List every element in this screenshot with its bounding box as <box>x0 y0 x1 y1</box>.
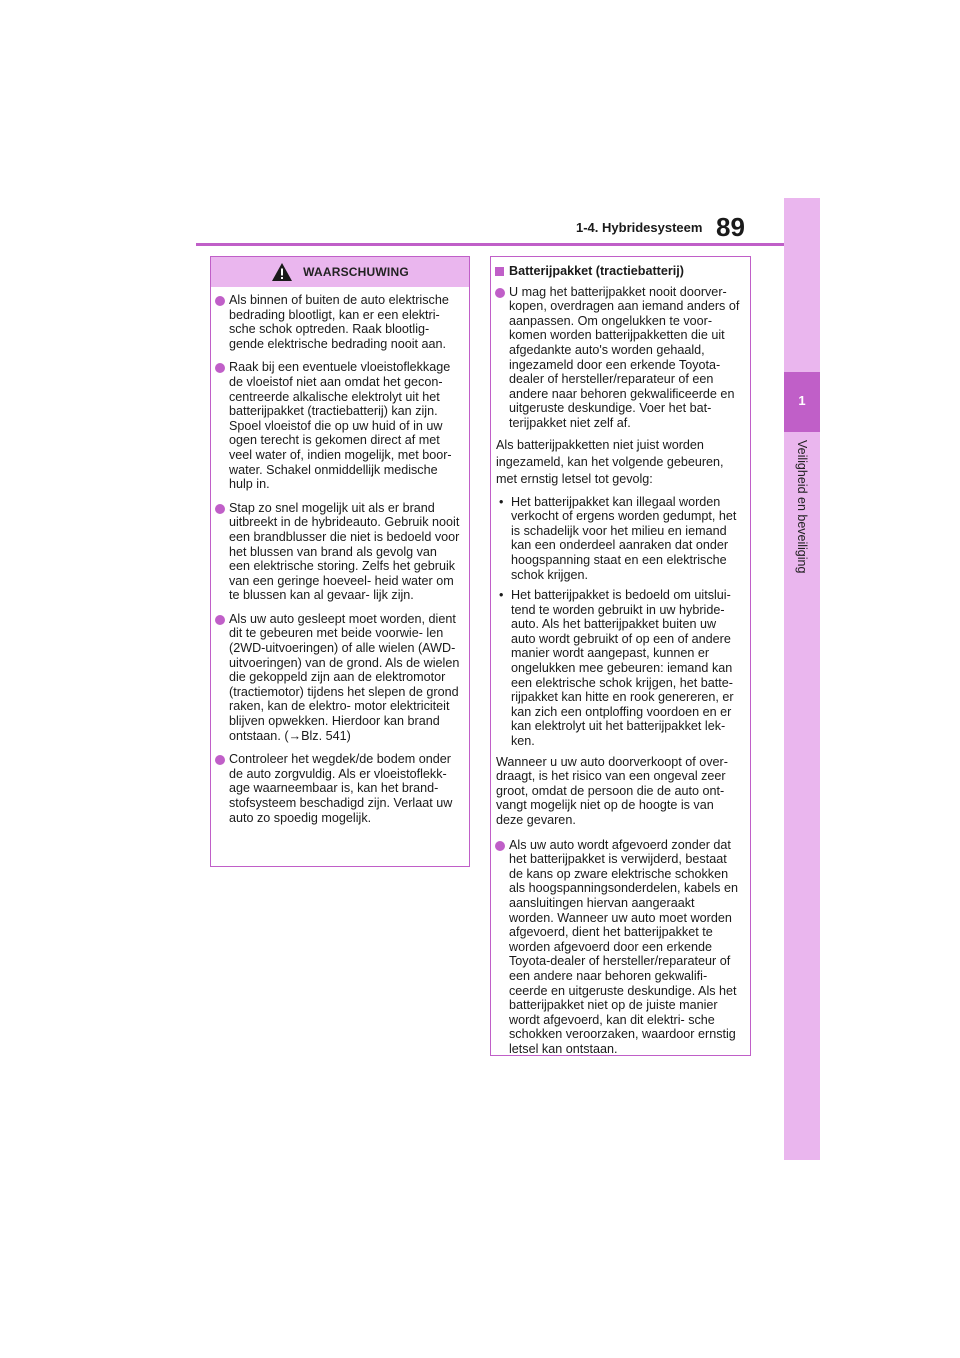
warning-header <box>211 257 469 287</box>
warning-box <box>210 256 470 867</box>
battery-bullet: Als uw auto wordt afgevoerd zonder dat het batterijpakket is verwijderd, bestaat de kans op zware elektrische schokken als hoogspanningsonderdelen, kabels en aansluitingen hiervan aangeraakt worden. Wanneer uw auto moet worden afgevoerd, dient het batterijpakket te worden afgevoerd door een erkende Toyota-dealer of hersteller/reparateur of een andere naar behoren gekwalifi- ceerde en uitgeruste deskundige. Als het batterijpakket niet op de juiste manier wordt afgevoerd, kan dit elektri- sche schokken veroorzaken, waardoor ernstig letsel kan ontstaan. <box>491 838 742 1057</box>
bullet-dot-icon <box>215 363 225 373</box>
bullet-dot-icon <box>495 288 505 298</box>
warning-item: Controleer het wegdek/de bodem onder de auto zorgvuldig. Als er vloeistoflekk- age waarneembaar is, kan het brand- stofsysteem beschadigd zijn. Verlaat uw auto zo spoedig mogelijk. <box>211 752 461 825</box>
warning-item: Als binnen of buiten de auto elektrische bedrading blootligt, kan er een elektri- sche schok optreden. Raak blootlig- gende elektrische bedrading nooit aan. <box>211 293 461 351</box>
bullet-dot-icon <box>215 504 225 514</box>
sub-bullet-icon: • <box>499 588 504 603</box>
battery-info-box <box>490 256 751 1056</box>
warning-triangle-icon <box>271 262 293 282</box>
warning-item: Raak bij een eventuele vloeistoflekkage de vloeistof niet aan omdat het gecon- centreerde alkalische elektrolyt uit het batterijpakket (tractiebatterij) kan zijn. Spoel vloeistof die op uw huid of in uw ogen terecht is gekomen direct af met veel water of, indien mogelijk, met boor- water. Schakel onmiddellijk medische hulp in. <box>211 360 461 491</box>
battery-sub-item: • Het batterijpakket kan illegaal worden verkocht of ergens worden gedumpt, het is schadelijk voor het milieu en iemand kan een onderdeel aanraken dat onder hoogspanning staat en een elektrische schok krijgen. <box>499 494 737 582</box>
sub-bullet-icon: • <box>499 494 504 509</box>
bullet-dot-icon <box>215 615 225 625</box>
side-tab <box>784 198 820 1160</box>
warning-title: WAARSCHUWING <box>303 264 409 279</box>
bullet-dot-icon <box>495 841 505 851</box>
page-number: 89 <box>716 212 745 242</box>
warning-item: Stap zo snel mogelijk uit als er brand uitbreekt in de hybrideauto. Gebruik nooit een brandblusser die niet is bedoeld voor het blussen van brand als gevolg van een elektrische storing. Zelfs het gebruik van een geringe hoeveel- heid water om te blussen kan al gevaar- lijk zijn. <box>211 501 461 603</box>
battery-paragraph: Wanneer u uw auto doorverkoopt of over- draagt, is het risico van een ongeval zeer groot, omdat de persoon die de auto ont- vangt mogelijk niet op de hoogte is van deze gevaren. <box>496 754 728 827</box>
bullet-dot-icon <box>215 755 225 765</box>
battery-heading: Batterijpakket (tractiebatterij) <box>491 264 742 279</box>
chapter-number: 1 <box>798 393 806 408</box>
battery-sub-item: • Het batterijpakket is bedoeld om uitslui- tend te worden gebruikt in uw hybride- auto. Als het batterijpakket buiten uw auto wordt gebruikt of op een of andere manier wordt aangepast, kunnen er ongelukken mee gebeuren: iemand kan een elektrische schok krijgen, het batte- rijpakket kan hitte en rook genereren, er kan zich een ontploffing voordoen en er kan elektrolyt uit het batterijpakket lek- ken. <box>499 588 734 749</box>
square-bullet-icon <box>495 267 504 276</box>
bullet-dot-icon <box>215 296 225 306</box>
header-rule <box>196 243 786 246</box>
battery-bullet: U mag het batterijpakket nooit doorver- kopen, overdragen aan iemand anders of aanpassen. Om ongelukken te voor- komen worden batterijpakketten die uit afgedankte auto's worden gehaald, ingezameld door een erkende Toyota- dealer of hersteller/reparateur of een andere naar behoren gekwalificeerde en uitgeruste deskundige. Voer het bat- terijpakket niet zelf af. <box>491 285 742 431</box>
chapter-label: Veiligheid en beveiliging <box>795 440 809 574</box>
battery-paragraph: Als batterijpakketten niet juist worden ingezameld, kan het volgende gebeuren, met ernstig letsel tot gevolg: <box>496 437 724 486</box>
warning-item: Als uw auto gesleept moet worden, dient dit te gebeuren met beide voorwie- len (2WD-uitvoeringen) of alle wielen (AWD-uitvoeringen) van de grond. Als de wielen die gekoppeld zijn aan de elektromotor (tractiemotor) tijdens het slepen de grond raken, kan de elektro- motor elektriciteit blijven opwekken. Hierdoor kan brand ontstaan. (→Blz. 541) <box>211 612 461 743</box>
section-title: 1-4. Hybridesysteem <box>576 220 703 235</box>
